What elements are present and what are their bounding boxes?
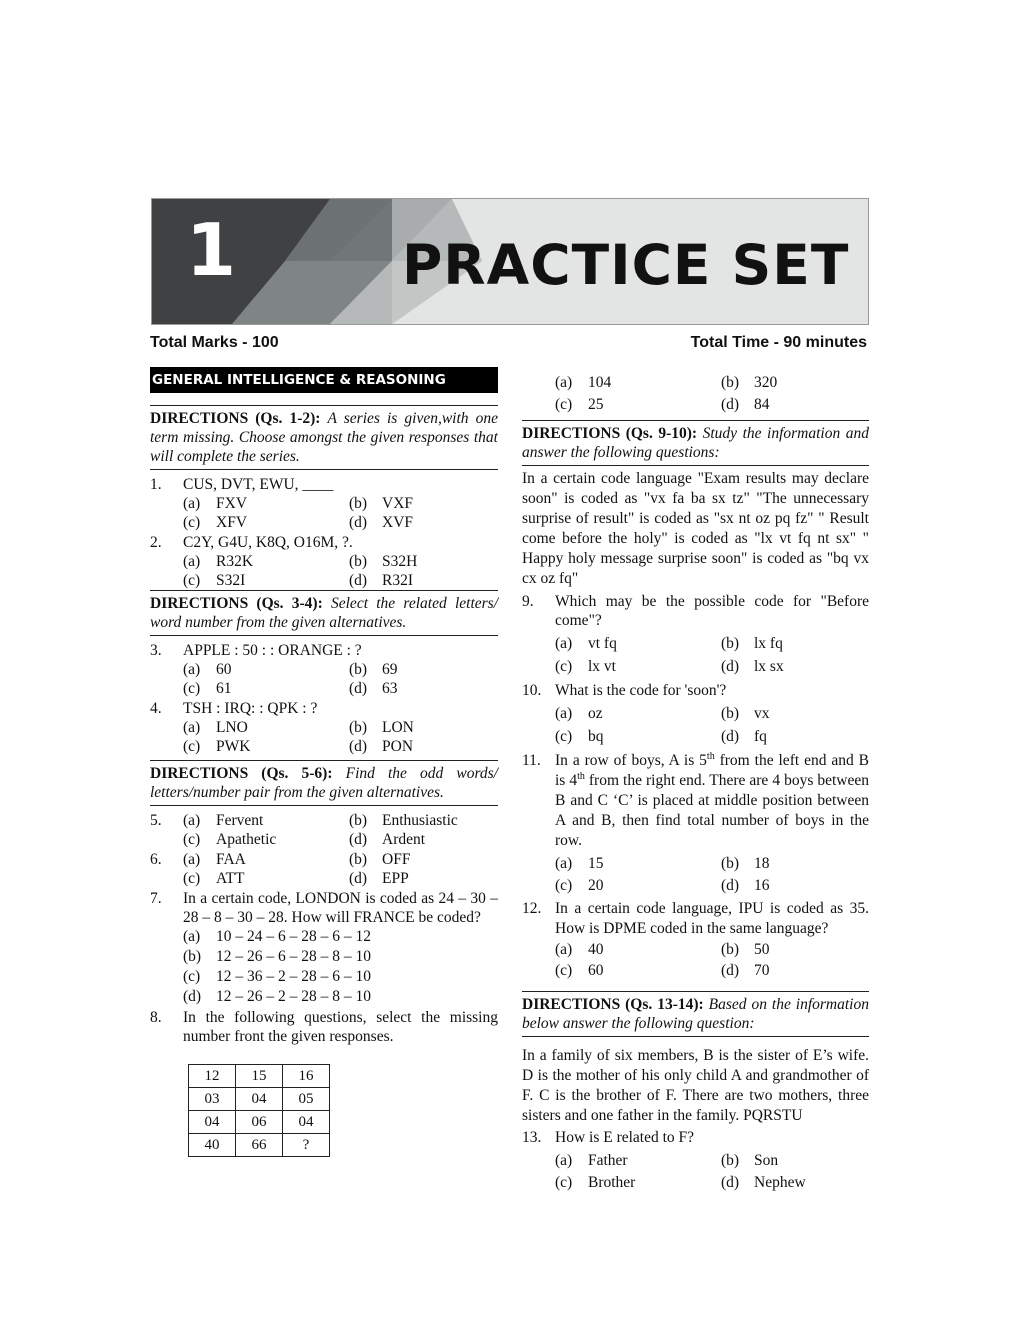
question-text: CUS, DVT, EWU, ____ bbox=[183, 476, 334, 493]
text-part: from the right end. There are 4 boys between B and C ‘C’ is placed at middle position between A and B, then find total number of boys in the row. bbox=[555, 772, 870, 849]
option-text: 61 bbox=[216, 680, 232, 697]
option-text: Ardent bbox=[382, 831, 426, 848]
option-d bbox=[349, 869, 498, 888]
option-text: LNO bbox=[216, 719, 248, 736]
option-label: (b) bbox=[721, 941, 740, 958]
question-3 bbox=[150, 641, 498, 660]
option-a bbox=[183, 811, 349, 830]
option-d bbox=[183, 987, 498, 1007]
option-d bbox=[721, 960, 869, 981]
option-label: (b) bbox=[721, 855, 740, 872]
option-text: 63 bbox=[382, 680, 398, 697]
option-d bbox=[721, 875, 869, 897]
question-5 bbox=[150, 811, 498, 849]
directions-3-4 bbox=[150, 590, 498, 636]
option-b bbox=[349, 718, 498, 737]
option-label: (b) bbox=[721, 1152, 740, 1169]
table-cell: 03 bbox=[189, 1088, 236, 1111]
option-label: (b) bbox=[349, 812, 368, 829]
option-text: 84 bbox=[754, 396, 770, 413]
option-a bbox=[183, 660, 349, 679]
option-b bbox=[349, 811, 498, 830]
question-number: 7. bbox=[150, 890, 162, 907]
question-7 bbox=[150, 889, 498, 927]
option-d bbox=[721, 655, 869, 678]
question-number: 6. bbox=[150, 851, 162, 868]
question-text: In a certain code language, IPU is coded as 35. How is DPME coded in the same language? bbox=[555, 900, 869, 937]
option-b bbox=[721, 702, 869, 725]
option-label: (d) bbox=[721, 396, 740, 413]
question-text bbox=[555, 751, 869, 851]
option-c bbox=[555, 655, 721, 678]
option-text: 320 bbox=[754, 374, 778, 391]
option-label: (d) bbox=[721, 962, 740, 979]
directions-label: DIRECTIONS (Qs. 1-2): bbox=[150, 410, 321, 427]
option-text: VXF bbox=[382, 495, 414, 512]
question-text: TSH : IRQ: : QPK : ? bbox=[183, 700, 318, 717]
table-row bbox=[189, 1134, 330, 1157]
option-text: 40 bbox=[588, 941, 604, 958]
option-text: R32K bbox=[216, 553, 254, 570]
option-a bbox=[183, 850, 349, 869]
option-b bbox=[349, 494, 498, 513]
option-label: (d) bbox=[349, 680, 368, 697]
option-text: lx vt bbox=[588, 658, 616, 675]
option-text: fq bbox=[754, 728, 767, 745]
question-text: What is the code for 'soon'? bbox=[555, 682, 727, 699]
directions-9-10 bbox=[522, 420, 869, 466]
option-text: OFF bbox=[382, 851, 411, 868]
options-12 bbox=[555, 939, 869, 981]
option-text: R32I bbox=[382, 572, 413, 589]
directions-text: Study the information and answer the following questions: bbox=[522, 425, 870, 461]
option-label: (d) bbox=[349, 831, 368, 848]
option-text: XVF bbox=[382, 514, 414, 531]
directions-13-14 bbox=[522, 991, 869, 1037]
directions-5-6 bbox=[150, 760, 498, 806]
option-text: 60 bbox=[588, 962, 604, 979]
option-text: S32I bbox=[216, 572, 246, 589]
table-cell: 04 bbox=[236, 1088, 283, 1111]
option-c bbox=[183, 513, 349, 532]
question-number: 3. bbox=[150, 642, 162, 659]
option-label: (c) bbox=[183, 572, 201, 589]
option-c bbox=[183, 571, 349, 590]
option-a bbox=[555, 372, 721, 394]
options-2 bbox=[183, 552, 498, 590]
superscript: th bbox=[577, 770, 585, 782]
option-d bbox=[721, 1172, 869, 1194]
option-b bbox=[721, 632, 869, 655]
code-language-passage: In a certain code language "Exam results may declare soon" is coded as "vx fa ba sx tz" "The unnecessary surprise of result" is coded as "sx nt oz pq fz" " Result come before the holy" is coded as "lx vt fq nt sx" " Happy holy message surprise soon" is coded as "bq vx cx oz fq" bbox=[522, 470, 869, 587]
question-text: Which may be the possible code for "Before come"? bbox=[555, 593, 869, 629]
option-label: (d) bbox=[183, 988, 202, 1005]
option-text: 104 bbox=[588, 374, 612, 391]
option-label: (c) bbox=[183, 870, 201, 887]
superscript: th bbox=[706, 750, 715, 762]
option-label: (a) bbox=[555, 374, 573, 391]
question-number: 12. bbox=[522, 900, 542, 917]
option-text: Nephew bbox=[754, 1174, 806, 1191]
option-c bbox=[555, 725, 721, 748]
left-column bbox=[150, 365, 498, 1157]
option-label: (a) bbox=[555, 855, 573, 872]
question-text: In the following questions, select the missing number front the given responses. bbox=[183, 1009, 498, 1045]
table-row bbox=[189, 1111, 330, 1134]
option-a bbox=[183, 718, 349, 737]
option-text: S32H bbox=[382, 553, 418, 570]
question-10 bbox=[522, 681, 869, 700]
option-label: (a) bbox=[183, 553, 201, 570]
option-text: 15 bbox=[588, 855, 604, 872]
option-b bbox=[721, 853, 869, 875]
option-label: (c) bbox=[183, 968, 201, 985]
options-9 bbox=[555, 632, 869, 678]
option-a bbox=[555, 702, 721, 725]
number-grid-table bbox=[188, 1064, 330, 1157]
text-part: from the left end and B is 4 bbox=[555, 752, 869, 789]
options-11 bbox=[555, 853, 869, 897]
option-label: (a) bbox=[183, 661, 201, 678]
question-number: 5. bbox=[150, 812, 162, 829]
option-d bbox=[349, 571, 498, 590]
directions-label: DIRECTIONS (Qs. 9-10): bbox=[522, 425, 698, 442]
option-label: (a) bbox=[555, 1152, 573, 1169]
directions-1-2 bbox=[150, 405, 498, 470]
options-7 bbox=[183, 927, 498, 1007]
option-a bbox=[555, 939, 721, 960]
option-text: LON bbox=[382, 719, 414, 736]
option-text: Enthusiastic bbox=[382, 812, 458, 829]
option-label: (c) bbox=[183, 680, 201, 697]
table-cell: 66 bbox=[236, 1134, 283, 1157]
option-text: 69 bbox=[382, 661, 398, 678]
question-number: 11. bbox=[522, 752, 541, 769]
option-label: (c) bbox=[555, 658, 573, 675]
option-d bbox=[349, 513, 498, 532]
option-d bbox=[349, 679, 498, 698]
option-d bbox=[721, 394, 869, 416]
directions-text: Select the related letters/ word number from the given alternatives. bbox=[150, 595, 498, 631]
directions-text: Find the odd words/ letters/number pair from the given alternatives. bbox=[150, 765, 498, 801]
option-text: 18 bbox=[754, 855, 770, 872]
directions-label: DIRECTIONS (Qs. 5-6): bbox=[150, 765, 333, 782]
option-text: vx bbox=[754, 705, 770, 722]
option-text: Apathetic bbox=[216, 831, 277, 848]
option-text: 25 bbox=[588, 396, 604, 413]
option-a bbox=[555, 1150, 721, 1172]
options-10 bbox=[555, 702, 869, 748]
option-label: (d) bbox=[721, 1174, 740, 1191]
table-cell: ? bbox=[283, 1134, 330, 1157]
directions-label: DIRECTIONS (Qs. 3-4): bbox=[150, 595, 323, 612]
options-8 bbox=[555, 372, 869, 416]
option-text: 20 bbox=[588, 877, 604, 894]
question-9 bbox=[522, 592, 869, 630]
family-passage: In a family of six members, B is the sister of E’s wife. D is the mother of his only child A and grandmother of F. C is the brother of F. There are two mothers, three sisters and one father in the family. PQRSTU bbox=[522, 1047, 869, 1124]
option-label: (a) bbox=[183, 812, 201, 829]
option-label: (b) bbox=[721, 635, 740, 652]
option-text: 16 bbox=[754, 877, 770, 894]
table-row bbox=[189, 1065, 330, 1088]
question-text: APPLE : 50 : : ORANGE : ? bbox=[183, 642, 362, 659]
question-number: 8. bbox=[150, 1009, 162, 1026]
option-label: (d) bbox=[349, 572, 368, 589]
option-label: (b) bbox=[349, 495, 368, 512]
option-c bbox=[183, 679, 349, 698]
question-number: 13. bbox=[522, 1129, 542, 1146]
option-text: FXV bbox=[216, 495, 248, 512]
option-c bbox=[183, 737, 349, 756]
option-c bbox=[183, 830, 349, 849]
question-text: C2Y, G4U, K8Q, O16M, ?. bbox=[183, 534, 353, 551]
question-4 bbox=[150, 699, 498, 718]
option-text: 50 bbox=[754, 941, 770, 958]
question-8 bbox=[150, 1008, 498, 1046]
option-label: (c) bbox=[183, 831, 201, 848]
option-text: 12 – 26 – 6 – 28 – 8 – 10 bbox=[216, 948, 371, 965]
question-number: 1. bbox=[150, 476, 162, 493]
option-text: ATT bbox=[216, 870, 245, 887]
option-label: (d) bbox=[721, 728, 740, 745]
total-marks: Total Marks - 100 bbox=[150, 334, 279, 351]
option-label: (a) bbox=[555, 635, 573, 652]
option-text: oz bbox=[588, 705, 603, 722]
option-a bbox=[555, 853, 721, 875]
table-cell: 12 bbox=[189, 1065, 236, 1088]
question-number: 4. bbox=[150, 700, 162, 717]
text-part: In a row of boys, A is 5 bbox=[555, 752, 707, 769]
option-c bbox=[555, 875, 721, 897]
options-4 bbox=[183, 718, 498, 756]
option-text: lx fq bbox=[754, 635, 783, 652]
option-c bbox=[183, 869, 349, 888]
option-a bbox=[183, 494, 349, 513]
total-time: Total Time - 90 minutes bbox=[690, 334, 867, 351]
option-label: (b) bbox=[349, 553, 368, 570]
table-cell: 40 bbox=[189, 1134, 236, 1157]
page-title: PRACTICE SET bbox=[402, 233, 850, 297]
option-label: (b) bbox=[349, 661, 368, 678]
question-12 bbox=[522, 899, 869, 939]
option-text: 60 bbox=[216, 661, 232, 678]
option-label: (b) bbox=[349, 851, 368, 868]
option-text: PWK bbox=[216, 738, 251, 755]
question-number: 10. bbox=[522, 682, 542, 699]
options-13 bbox=[555, 1150, 869, 1194]
option-text: 12 – 26 – 2 – 28 – 8 – 10 bbox=[216, 988, 371, 1005]
option-label: (b) bbox=[721, 705, 740, 722]
option-label: (d) bbox=[721, 658, 740, 675]
option-label: (d) bbox=[721, 877, 740, 894]
option-d bbox=[349, 830, 498, 849]
table-cell: 04 bbox=[189, 1111, 236, 1134]
option-label: (a) bbox=[183, 851, 201, 868]
question-13 bbox=[522, 1128, 869, 1147]
table-cell: 04 bbox=[283, 1111, 330, 1134]
option-c bbox=[555, 1172, 721, 1194]
table-cell: 05 bbox=[283, 1088, 330, 1111]
option-b bbox=[349, 552, 498, 571]
question-6 bbox=[150, 850, 498, 888]
option-label: (a) bbox=[555, 941, 573, 958]
section-title: GENERAL INTELLIGENCE & REASONING bbox=[150, 367, 498, 393]
option-text: lx sx bbox=[754, 658, 784, 675]
option-label: (c) bbox=[555, 962, 573, 979]
option-label: (a) bbox=[183, 719, 201, 736]
option-b bbox=[721, 939, 869, 960]
option-label: (b) bbox=[183, 948, 202, 965]
option-text: PON bbox=[382, 738, 414, 755]
option-text: EPP bbox=[382, 870, 409, 887]
option-b bbox=[183, 947, 498, 967]
right-column bbox=[522, 372, 869, 1194]
option-text: Fervent bbox=[216, 812, 264, 829]
option-text: Son bbox=[754, 1152, 779, 1169]
options-5 bbox=[183, 811, 498, 849]
option-label: (b) bbox=[349, 719, 368, 736]
option-text: Brother bbox=[588, 1174, 636, 1191]
options-6 bbox=[183, 850, 498, 888]
option-label: (c) bbox=[183, 514, 201, 531]
option-b bbox=[721, 1150, 869, 1172]
option-label: (c) bbox=[555, 728, 573, 745]
option-text: 12 – 36 – 2 – 28 – 6 – 10 bbox=[216, 968, 371, 985]
option-label: (a) bbox=[555, 705, 573, 722]
question-2 bbox=[150, 533, 498, 552]
options-3 bbox=[183, 660, 498, 698]
option-b bbox=[721, 372, 869, 394]
question-number: 9. bbox=[522, 593, 534, 610]
option-b bbox=[349, 660, 498, 679]
option-c bbox=[555, 394, 721, 416]
option-b bbox=[349, 850, 498, 869]
set-number: 1 bbox=[186, 208, 237, 292]
option-label: (d) bbox=[349, 870, 368, 887]
question-1 bbox=[150, 475, 498, 494]
option-text: 70 bbox=[754, 962, 770, 979]
option-a bbox=[183, 552, 349, 571]
option-text: FAA bbox=[216, 851, 246, 868]
option-text: bq bbox=[588, 728, 604, 745]
option-label: (c) bbox=[555, 1174, 573, 1191]
option-label: (d) bbox=[349, 738, 368, 755]
option-label: (c) bbox=[555, 877, 573, 894]
table-cell: 16 bbox=[283, 1065, 330, 1088]
directions-text: Based on the information below answer the following question: bbox=[522, 996, 869, 1032]
option-text: 10 – 24 – 6 – 28 – 6 – 12 bbox=[216, 928, 371, 945]
directions-label: DIRECTIONS (Qs. 13-14): bbox=[522, 996, 704, 1013]
option-a bbox=[183, 927, 498, 947]
question-text: How is E related to F? bbox=[555, 1129, 695, 1146]
question-text: In a certain code, LONDON is coded as 24 – 30 – 28 – 8 – 30 – 28. How will FRANCE be coded? bbox=[183, 890, 498, 926]
option-label: (d) bbox=[349, 514, 368, 531]
directions-text: A series is given,with one term missing. Choose amongst the given responses that will complete the series. bbox=[150, 410, 498, 465]
table-cell: 15 bbox=[236, 1065, 283, 1088]
option-c bbox=[183, 967, 498, 987]
option-d bbox=[349, 737, 498, 756]
option-text: vt fq bbox=[588, 635, 617, 652]
option-label: (a) bbox=[183, 928, 201, 945]
option-d bbox=[721, 725, 869, 748]
question-number: 2. bbox=[150, 534, 162, 551]
option-label: (a) bbox=[183, 495, 201, 512]
option-text: XFV bbox=[216, 514, 248, 531]
options-1 bbox=[183, 494, 498, 532]
table-row bbox=[189, 1088, 330, 1111]
option-label: (c) bbox=[183, 738, 201, 755]
option-text: Father bbox=[588, 1152, 628, 1169]
table-cell: 06 bbox=[236, 1111, 283, 1134]
option-c bbox=[555, 960, 721, 981]
option-label: (b) bbox=[721, 374, 740, 391]
question-11 bbox=[522, 751, 869, 851]
option-label: (c) bbox=[555, 396, 573, 413]
option-a bbox=[555, 632, 721, 655]
